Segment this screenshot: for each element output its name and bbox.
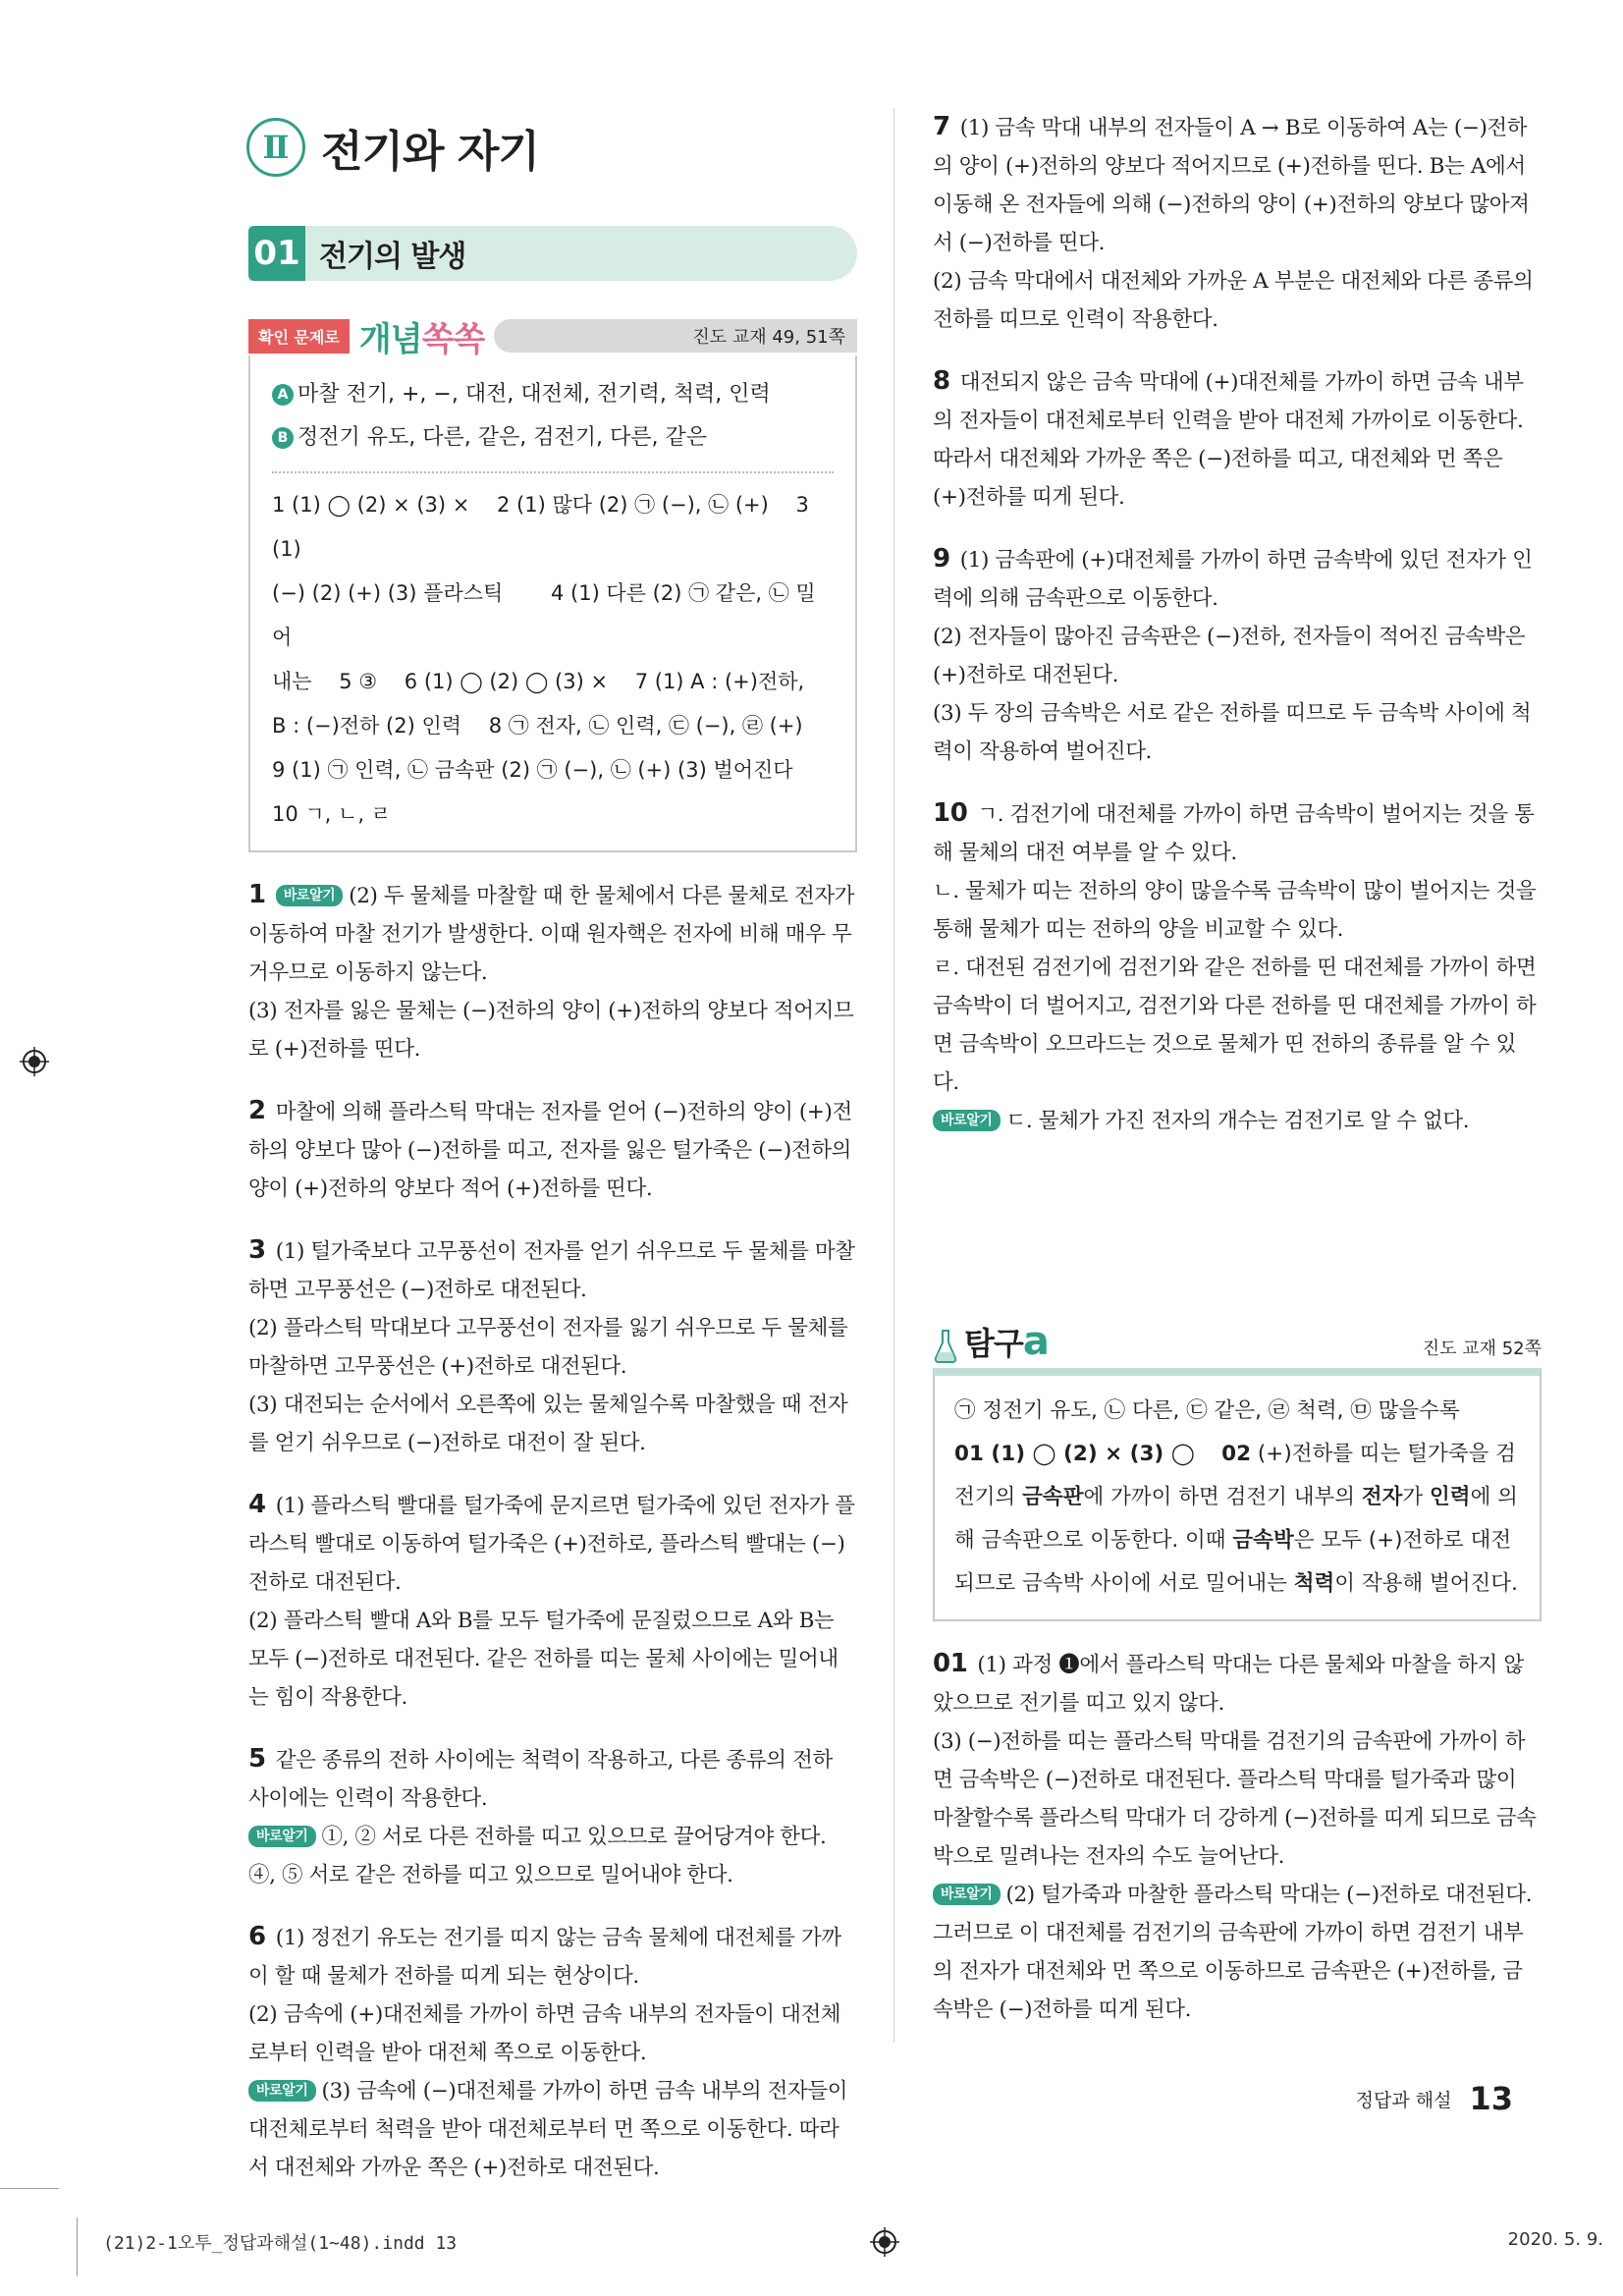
answer-list: [272, 483, 834, 837]
concept-a-text: 마찰 전기, +, −, 대전, 대전체, 전기력, 척력, 인력: [298, 382, 771, 407]
answer-line: 9 (1) ㉠ 인력, ㉡ 금속판 (2) ㉠ (−), ㉡ (+) (3) 벌어진다: [272, 758, 793, 782]
item-number: 10: [933, 798, 968, 828]
explanation-item: [933, 794, 1542, 1140]
right-explanations: [933, 108, 1542, 1140]
concept-b-line: [272, 416, 834, 460]
explanation-line: [248, 1995, 857, 2072]
explanation-item: [248, 1918, 857, 2187]
tamgu-q2-text: 은 모두 (+)전하로 대전되므로 금속박 사이에 서로 밀어내는: [954, 1528, 1512, 1596]
explanation-item: [248, 1092, 857, 1208]
tamgu-key-term: 척력: [1293, 1571, 1335, 1596]
correction-badge: 바로알기: [933, 1884, 1001, 1905]
unit-title: [246, 108, 857, 187]
explanation-item: [933, 1645, 1542, 2029]
explanation-line: [933, 1102, 1542, 1140]
explanation-text: (2) 플라스틱 막대보다 고무풍선이 전자를 잃기 쉬우므로 두 물체를 마찰하면 고무풍선은 (+)전하로 대전된다.: [248, 1316, 848, 1379]
correction-badge: 바로알기: [248, 2080, 316, 2102]
explanation-line: [933, 540, 1542, 618]
tamgu-word: 탐구: [964, 1325, 1023, 1362]
explanation-text: (1) 플라스틱 빨대를 털가죽에 문지르면 털가죽에 있던 전자가 플라스틱 빨대로 이동하여 털가죽은 (+)전하로, 플라스틱 빨대는 (−)전하로 대전된다.: [248, 1494, 855, 1595]
tamgu-letter: a: [1022, 1319, 1049, 1364]
explanation-text: ①, ② 서로 다른 전하를 띠고 있으므로 끌어당겨야 한다. ④, ⑤ 서로 같은 전하를 띠고 있으므로 밀어내야 한다.: [248, 1825, 827, 1887]
explanation-line: [248, 1918, 857, 1995]
explanation-text: (1) 과정 ❶에서 플라스틱 막대는 다른 물체와 마찰을 하지 않았으므로 전기를 띠고 있지 않다.: [933, 1653, 1524, 1716]
concept-tag: 확인 문제로: [248, 319, 350, 354]
item-number: 6: [248, 1922, 266, 1951]
right-column: [933, 108, 1542, 2029]
explanation-line: [933, 108, 1542, 262]
explanation-line: [248, 1602, 857, 1717]
explanation-line: [933, 794, 1542, 872]
explanation-text: (2) 금속에 (+)대전체를 가까이 하면 금속 내부의 전자들이 대전체로부터 인력을 받아 대전체 쪽으로 이동한다.: [248, 2002, 841, 2065]
explanation-line: [248, 1740, 857, 1818]
explanation-text: 마찰에 의해 플라스틱 막대는 전자를 얻어 (−)전하의 양이 (+)전하의 양보다 많아 (−)전하를 띠고, 전자를 잃은 털가죽은 (−)전하의 양이 (+)전하의 양보다 적어 (+)전하를 띤다.: [248, 1100, 852, 1201]
explanation-line: [248, 876, 857, 992]
tamgu-answer-box: [933, 1368, 1542, 1621]
concept-a-line: [272, 373, 834, 416]
item-number: 2: [248, 1096, 266, 1125]
explanation-line: [248, 1486, 857, 1602]
left-column: [248, 108, 857, 2187]
explanation-text: (3) 두 장의 금속박은 서로 같은 전하를 띠므로 두 금속박 사이에 척력이 작용하여 벌어진다.: [933, 701, 1532, 764]
tamgu-q2-text: 에 가까이 하면 검전기 내부의: [1083, 1485, 1362, 1509]
item-number: 01: [933, 1649, 968, 1678]
explanation-text: ㄷ. 물체가 가진 전자의 개수는 검전기로 알 수 없다.: [1005, 1109, 1470, 1133]
concept-header: [248, 316, 857, 359]
tamgu-key-term: 금속박: [1232, 1528, 1294, 1553]
b-mark-icon: B: [272, 427, 294, 449]
explanation-item: [933, 108, 1542, 339]
explanation-text: ㄱ. 검전기에 대전체를 가까이 하면 금속박이 벌어지는 것을 통해 물체의 대전 여부를 알 수 있다.: [933, 802, 1535, 865]
flask-icon: [933, 1329, 958, 1364]
tamgu-answers: [954, 1433, 1520, 1606]
dotted-divider: [272, 471, 834, 473]
answer-line: 내는 5 ③ 6 (1) ◯ (2) ◯ (3) × 7 (1) A : (+)전하,: [272, 670, 805, 693]
explanation-item: [933, 540, 1542, 771]
explanation-text: (2) 금속 막대에서 대전체와 가까운 A 부분은 대전체와 다른 종류의 전하를 띠므로 인력이 작용한다.: [933, 269, 1534, 332]
unit-title-text: 전기와 자기: [321, 127, 539, 177]
answer-line: 10 ㄱ, ㄴ, ㄹ: [272, 802, 391, 826]
explanation-text: (3) (−)전하를 띠는 플라스틱 막대를 검전기의 금속판에 가까이 하면 금속박은 (−)전하로 대전된다. 플라스틱 막대를 털가죽과 많이 마찰할수록 플라스틱 막대가 더 강하게 (−)전하를 띠게 되므로 금속박으로 밀려나는 전자의 수도 늘어난다.: [933, 1729, 1537, 1869]
explanation-item: [933, 362, 1542, 517]
explanation-item: [248, 876, 857, 1068]
explanation-line: [248, 992, 857, 1068]
answer-line: (−) (2) (+) (3) 플라스틱 4 (1) 다른 (2) ㉠ 같은, ㉡ 밀어: [272, 581, 816, 649]
page-number: 13: [1469, 2080, 1513, 2117]
explanation-text: 대전되지 않은 금속 막대에 (+)대전체를 가까이 하면 금속 내부의 전자들이 대전체로부터 인력을 받아 대전체 가까이로 이동한다. 따라서 대전체와 가까운 쪽은 (−)전하를 띠고, 대전체와 먼 쪽은 (+)전하를 띠게 된다.: [933, 370, 1524, 510]
answer-line: 1 (1) ◯ (2) × (3) × 2 (1) 많다 (2) ㉠ (−), ㉡ (+) 3 (1): [272, 493, 809, 561]
item-number: 5: [248, 1744, 266, 1774]
left-explanations: [248, 876, 857, 2187]
chapter-title: 전기의 발생: [319, 240, 466, 274]
explanation-text: (1) 금속판에 (+)대전체를 가까이 하면 금속박에 있던 전자가 인력에 의해 금속판으로 이동한다.: [933, 548, 1533, 611]
explanation-line: [248, 1386, 857, 1462]
correction-badge: 바로알기: [933, 1110, 1001, 1131]
unit-numeral: Ⅱ: [262, 129, 290, 166]
item-number: 8: [933, 366, 950, 396]
answer-line: B : (−)전하 (2) 인력 8 ㉠ 전자, ㉡ 인력, ㉢ (−), ㉣ (+): [272, 714, 803, 738]
item-number: 7: [933, 112, 950, 141]
tamgu-key-term: 인력: [1430, 1485, 1471, 1509]
explanation-line: [248, 2072, 857, 2187]
explanation-item: [248, 1486, 857, 1717]
registration-mark-icon: [20, 1047, 49, 1076]
explanation-item: [248, 1231, 857, 1462]
tamgu-title: [933, 1319, 1049, 1364]
explanation-item: [248, 1740, 857, 1894]
explanation-text: (2) 털가죽과 마찰한 플라스틱 막대는 (−)전하로 대전된다. 그러므로 이 대전체를 검전기의 금속판에 가까이 하면 검전기 내부의 전자가 대전체와 먼 쪽으로 이동하므로 금속판은 (+)전하를, 금속박은 (−)전하를 띠게 된다.: [933, 1883, 1533, 2022]
explanation-line: [933, 1722, 1542, 1876]
tamgu-key-term: 전자: [1361, 1485, 1403, 1509]
explanation-line: [248, 1818, 857, 1894]
explanation-text: (2) 플라스틱 빨대 A와 B를 모두 털가죽에 문질렀으므로 A와 B는 모두 (−)전하로 대전된다. 같은 전하를 띠는 물체 사이에는 밀어내는 힘이 작용한다.: [248, 1609, 839, 1710]
footer-label: 정답과 해설: [1355, 2089, 1452, 2111]
explanation-text: (1) 정전기 유도는 전기를 띠지 않는 금속 물체에 대전체를 가까이 할 때 물체가 전하를 띠게 되는 현상이다.: [248, 1926, 841, 1989]
concept-ref-bar: [494, 319, 857, 353]
item-number: 3: [248, 1235, 266, 1265]
a-mark-icon: A: [272, 384, 294, 406]
column-divider: [893, 108, 894, 2043]
registration-mark-icon: [870, 2227, 899, 2257]
explanation-line: [933, 949, 1542, 1102]
explanation-text: ㄴ. 물체가 띠는 전하의 양이 많을수록 금속박이 많이 벌어지는 것을 통해 물체가 띠는 전하의 양을 비교할 수 있다.: [933, 879, 1537, 942]
explanation-text: 같은 종류의 전하 사이에는 척력이 작용하고, 다른 종류의 전하 사이에는 인력이 작용한다.: [248, 1748, 833, 1811]
explanation-text: ㄹ. 대전된 검전기에 검전기와 같은 전하를 띤 대전체를 가까이 하면 금속박이 더 벌어지고, 검전기와 다른 전하를 띤 대전체를 가까이 하면 금속박이 오므라드는 것으로 물체가 띤 전하의 종류를 알 수 있다.: [933, 956, 1537, 1095]
explanation-line: [933, 362, 1542, 517]
explanation-line: [933, 694, 1542, 771]
correction-badge: 바로알기: [248, 1826, 316, 1847]
tamgu-q1: 01 (1) ◯ (2) × (3) ◯: [954, 1442, 1195, 1466]
crop-mark: [0, 2188, 59, 2189]
concept-box: [248, 355, 857, 852]
tamgu-q2-text: 이 작용해 벌어진다.: [1334, 1571, 1518, 1596]
explanation-text: (2) 전자들이 많아진 금속판은 (−)전하, 전자들이 적어진 금속박은 (+)전하로 대전된다.: [933, 625, 1526, 687]
chapter-header: [248, 226, 857, 281]
concept-word-b: 쏙쏙: [421, 319, 485, 359]
item-number: 1: [248, 880, 266, 909]
tamgu-q2-num: 02: [1221, 1442, 1252, 1466]
explanation-text: (1) 금속 막대 내부의 전자들이 A → B로 이동하여 A는 (−)전하의 양이 (+)전하의 양보다 적어지므로 (+)전하를 띤다. B는 A에서 이동해 온 전자들에 의해 (−)전하의 양이 (+)전하의 양보다 많아져서 (−)전하를 띤다.: [933, 116, 1530, 255]
explanation-line: [933, 262, 1542, 339]
explanation-line: [933, 1876, 1542, 2029]
tamgu-explanations: [933, 1645, 1542, 2029]
crop-mark: [77, 2217, 78, 2276]
explanation-text: (1) 털가죽보다 고무풍선이 전자를 얻기 쉬우므로 두 물체를 마찰하면 고무풍선은 (−)전하로 대전된다.: [248, 1239, 855, 1302]
correction-badge: 바로알기: [276, 885, 344, 906]
file-slug: (21)2-1오투_정답과해설(1~48).indd 13: [103, 2233, 458, 2254]
page-footer: [1356, 2080, 1513, 2117]
item-number: 9: [933, 544, 950, 574]
tamgu-q2-text: (+)전하를 띠는 털가죽을 검전기의: [954, 1442, 1516, 1509]
concept-ref: 진도 교재 49, 51쪽: [692, 327, 845, 348]
item-number: 4: [248, 1490, 266, 1519]
chapter-number: 01: [248, 226, 305, 281]
tamgu-q2-text: 가: [1402, 1485, 1431, 1509]
explanation-text: (2) 두 물체를 마찰할 때 한 물체에서 다른 물체로 전자가 이동하여 마찰 전기가 발생한다. 이때 원자핵은 전자에 비해 매우 무거우므로 이동하지 않는다.: [248, 884, 855, 985]
explanation-text: (3) 전자를 잃은 물체는 (−)전하의 양이 (+)전하의 양보다 적어지므로 (+)전하를 띤다.: [248, 999, 854, 1062]
explanation-line: [933, 618, 1542, 694]
explanation-line: [933, 872, 1542, 949]
tamgu-key-term: 금속판: [1022, 1485, 1084, 1509]
concept-b-text: 정전기 유도, 다른, 같은, 검전기, 다른, 같은: [298, 425, 707, 450]
tamgu-q2-text: 에 의해 금속판으로 이동한다. 이때: [954, 1485, 1518, 1553]
tamgu-line1: ㉠ 정전기 유도, ㉡ 다른, ㉢ 같은, ㉣ 척력, ㉤ 많을수록: [954, 1398, 1460, 1423]
unit-numeral-badge: [246, 118, 305, 177]
explanation-text: (3) 대전되는 순서에서 오른쪽에 있는 물체일수록 마찰했을 때 전자를 얻기 쉬우므로 (−)전하로 대전이 잘 된다.: [248, 1393, 848, 1455]
tamgu-ref: 진도 교재 52쪽: [1422, 1339, 1542, 1359]
explanation-line: [248, 1309, 857, 1386]
tamgu-header: [933, 1317, 1542, 1364]
explanation-line: [933, 1645, 1542, 1722]
concept-word: [359, 312, 484, 360]
explanation-line: [248, 1092, 857, 1208]
explanation-line: [248, 1231, 857, 1309]
concept-word-a: 개념: [358, 319, 422, 359]
explanation-text: (3) 금속에 (−)대전체를 가까이 하면 금속 내부의 전자들이 대전체로부터 척력을 받아 대전체로부터 먼 쪽으로 이동한다. 따라서 대전체와 가까운 쪽은 (+)전하로 대전된다.: [248, 2079, 848, 2180]
print-date: 2020. 5. 9.: [1507, 2229, 1603, 2250]
